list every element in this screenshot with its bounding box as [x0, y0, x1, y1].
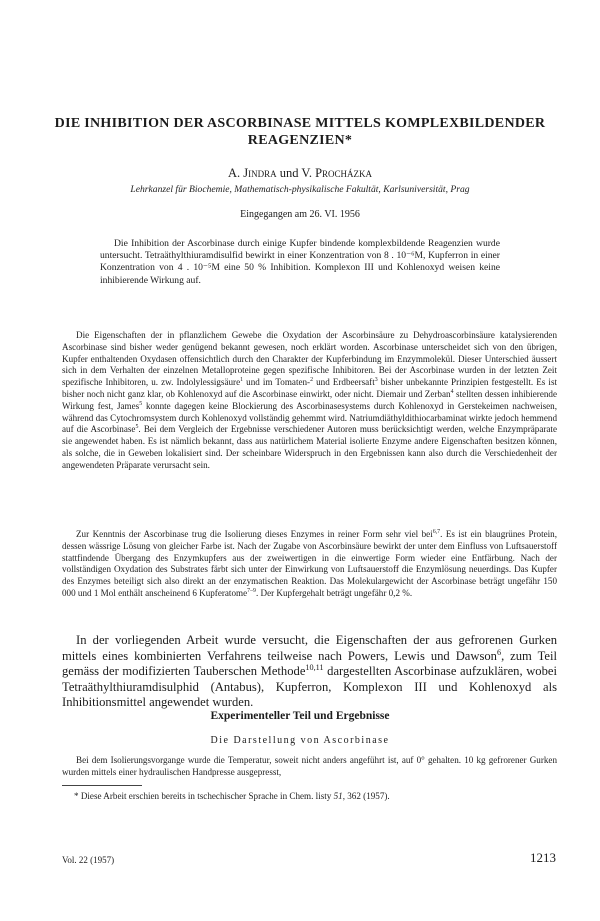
- reference-marker: 5: [135, 424, 139, 431]
- authors: [40, 166, 560, 181]
- running-footer: Vol. 22 (1957): [62, 855, 115, 865]
- received-date: Eingegangen am 26. VI. 1956: [240, 209, 360, 220]
- subsection-heading: Die Darstellung von Ascorbinase: [210, 735, 390, 746]
- intro-paragraph-2: [62, 529, 557, 600]
- text-run: . Der Kupfergehalt beträgt ungefähr 0,2 %.: [255, 587, 413, 598]
- reference-marker: 6: [496, 647, 502, 657]
- volume-number: 51: [333, 791, 343, 801]
- affiliation: Lehrkanzel für Biochemie, Mathematisch-physikalische Fakultät, Karlsuniversität, Prag: [130, 184, 470, 195]
- text-run: , zum Teil gemäss der modifizierten Tauberschen Methode: [62, 648, 557, 679]
- reference-marker: 1: [240, 377, 244, 384]
- reference-marker: 10,11: [305, 663, 324, 672]
- text-run: stellten dessen inhibierende Wirkung fest, James: [62, 388, 558, 411]
- page-number: 1213: [530, 850, 556, 865]
- reference-marker: 4: [450, 388, 454, 395]
- main-paragraph: [62, 633, 557, 711]
- text-run: dargestellten Ascorbinase aufzuklären, wobei Tetraäthylthiuramdisulphid (Antabus), Kupferron, Komplexon III und Kohlenoxyd als Inhibitionsmittel angewendet wurden.: [62, 664, 557, 710]
- text-run: konnte dagegen keine Blockierung des Ascorbinasesystems durch Kohlenoxyd in Gerstekeimen nachweisen, während das Cytochromsystem durch Kohlenoxyd vollständig gehemmt wird. Natriumdiäthyldithiocarbaminat wirkte jedoch hemmend auf die Ascorbinase: [62, 400, 557, 435]
- intro-paragraph-1: [62, 330, 557, 472]
- section-heading: Experimenteller Teil und Ergebnisse: [210, 710, 390, 722]
- reference-marker: 2: [310, 377, 314, 384]
- author-1-initial: A.: [227, 166, 244, 180]
- experimental-paragraph: Bei dem Isolierungsvorgange wurde die Temperatur, soweit nicht anders angeführt ist, auf 0° gehalten. 10 kg gefrorener Gurken wurden mittels einer hydraulischen Handpresse ausgepresst,: [62, 755, 557, 777]
- reference-marker: 5: [139, 400, 143, 407]
- reference-marker: 7–9: [247, 587, 256, 594]
- text-run: und Erdbeersaft: [313, 377, 375, 388]
- footnote: [74, 791, 554, 801]
- author-1-surname: Jindra: [243, 166, 277, 180]
- text-run: bisher unbekannte Prinzipien festgestellt. Es ist bisher noch nicht ganz klar, ob Kohlenoxyd auf die Ascorbinase einwirkt, oder nicht. Diemair und Zerban: [62, 377, 558, 399]
- text-run: . Es ist ein blaugrünes Protein, dessen wässrige Lösung von gleicher Farbe ist. Nach der Zugabe von Ascorbinsäure bewirkt der unter dem Einfluss von Luftsauerstoff stattfindende Übergang des Enzymkupfers aus der zweiwertigen in die einwertige Form wieder eine Entfärbung. Nach der vollständigen Oxydation des Substrates färbt sich unter der Einwirkung von Luftsauerstoff die Enzymlösung neuerdings. Das Kupfer des Enzymes beteiligt sich also direkt an der enzymatischen Reaktion. Das Molekulargewicht der Ascorbinase beträgt ungefähr 150 000 und 1 Mol enthält anscheinend 6 Kupferatome: [62, 529, 557, 598]
- text-run: . Bei dem Vergleich der Ergebnisse verschiedener Autoren muss berücksichtigt werden, welche Enzympräparate sie angewendet haben. Es ist nämlich bekannt, dass aus natürlichem Material isolierte Enzyme andere Eigenschaften besitzen können, als solche, die in Geweben lokalisiert sind. Der scheinbare Widerspruch in den Ergebnissen kann also durch die Verschiedenheit der angewendeten Präparate verursacht sein.: [62, 424, 557, 470]
- text-run: und im Tomaten-: [243, 377, 311, 388]
- reference-marker: 3: [374, 377, 378, 384]
- author-conjunction: und: [276, 166, 302, 180]
- abstract: Die Inhibition der Ascorbinase durch einige Kupfer bindende komplexbildende Reagenzien wurde untersucht. Tetraäthylthiuramdisulfid bewirkt in einer Konzentration von 8 . 10⁻⁶M, Kupferron in einer Konzentration von 4 . 10⁻⁵M eine 50 % Inhibition. Komplexon III und Kohlenoxyd weisen keine inhibierende Wirkung auf.: [100, 238, 500, 286]
- author-2-surname: Procházka: [315, 166, 373, 180]
- author-2-initial: V.: [301, 166, 316, 180]
- text-run: * Diese Arbeit erschien bereits in tschechischer Sprache in Chem. listy: [74, 791, 334, 801]
- reference-marker: 6,7: [432, 528, 441, 535]
- text-run: , 362 (1957).: [342, 791, 390, 801]
- footnote-divider: [62, 785, 142, 786]
- text-run: Zur Kenntnis der Ascorbinase trug die Isolierung dieses Enzymes in reiner Form sehr viel bei: [76, 529, 433, 539]
- article-title: DIE INHIBITION DER ASCORBINASE MITTELS KOMPLEXBILDENDER REAGENZIEN*: [54, 116, 546, 148]
- text-run: In der vorliegenden Arbeit wurde versucht, die Eigenschaften der aus gefrorenen Gurken mittels eines kombinierten Verfahrens teilweise nach Powers, Lewis und Dawson: [62, 633, 557, 663]
- text-run: Die Eigenschaften der in pflanzlichem Gewebe die Oxydation der Ascorbinsäure zu Dehydroascorbinsäure katalysierenden Ascorbinase sind bisher weder genügend bekannt gewesen, noch erklärt worden. Ascorbinase unterscheidet sich von den übrigen, Kupfer enthaltenden Oxydasen offensichtlich durch den Charakter der Kupferbindung im Enzymmolekül. Dieser Unterschied äussert sich in dem Verhalten der einzelnen Metalloproteine gegen spezifische Inhibitoren. Bei der Ascorbinase wurden in der letzten Zeit spezifische Inhibitoren, u. zw. Indolylessigsäure: [62, 330, 557, 388]
